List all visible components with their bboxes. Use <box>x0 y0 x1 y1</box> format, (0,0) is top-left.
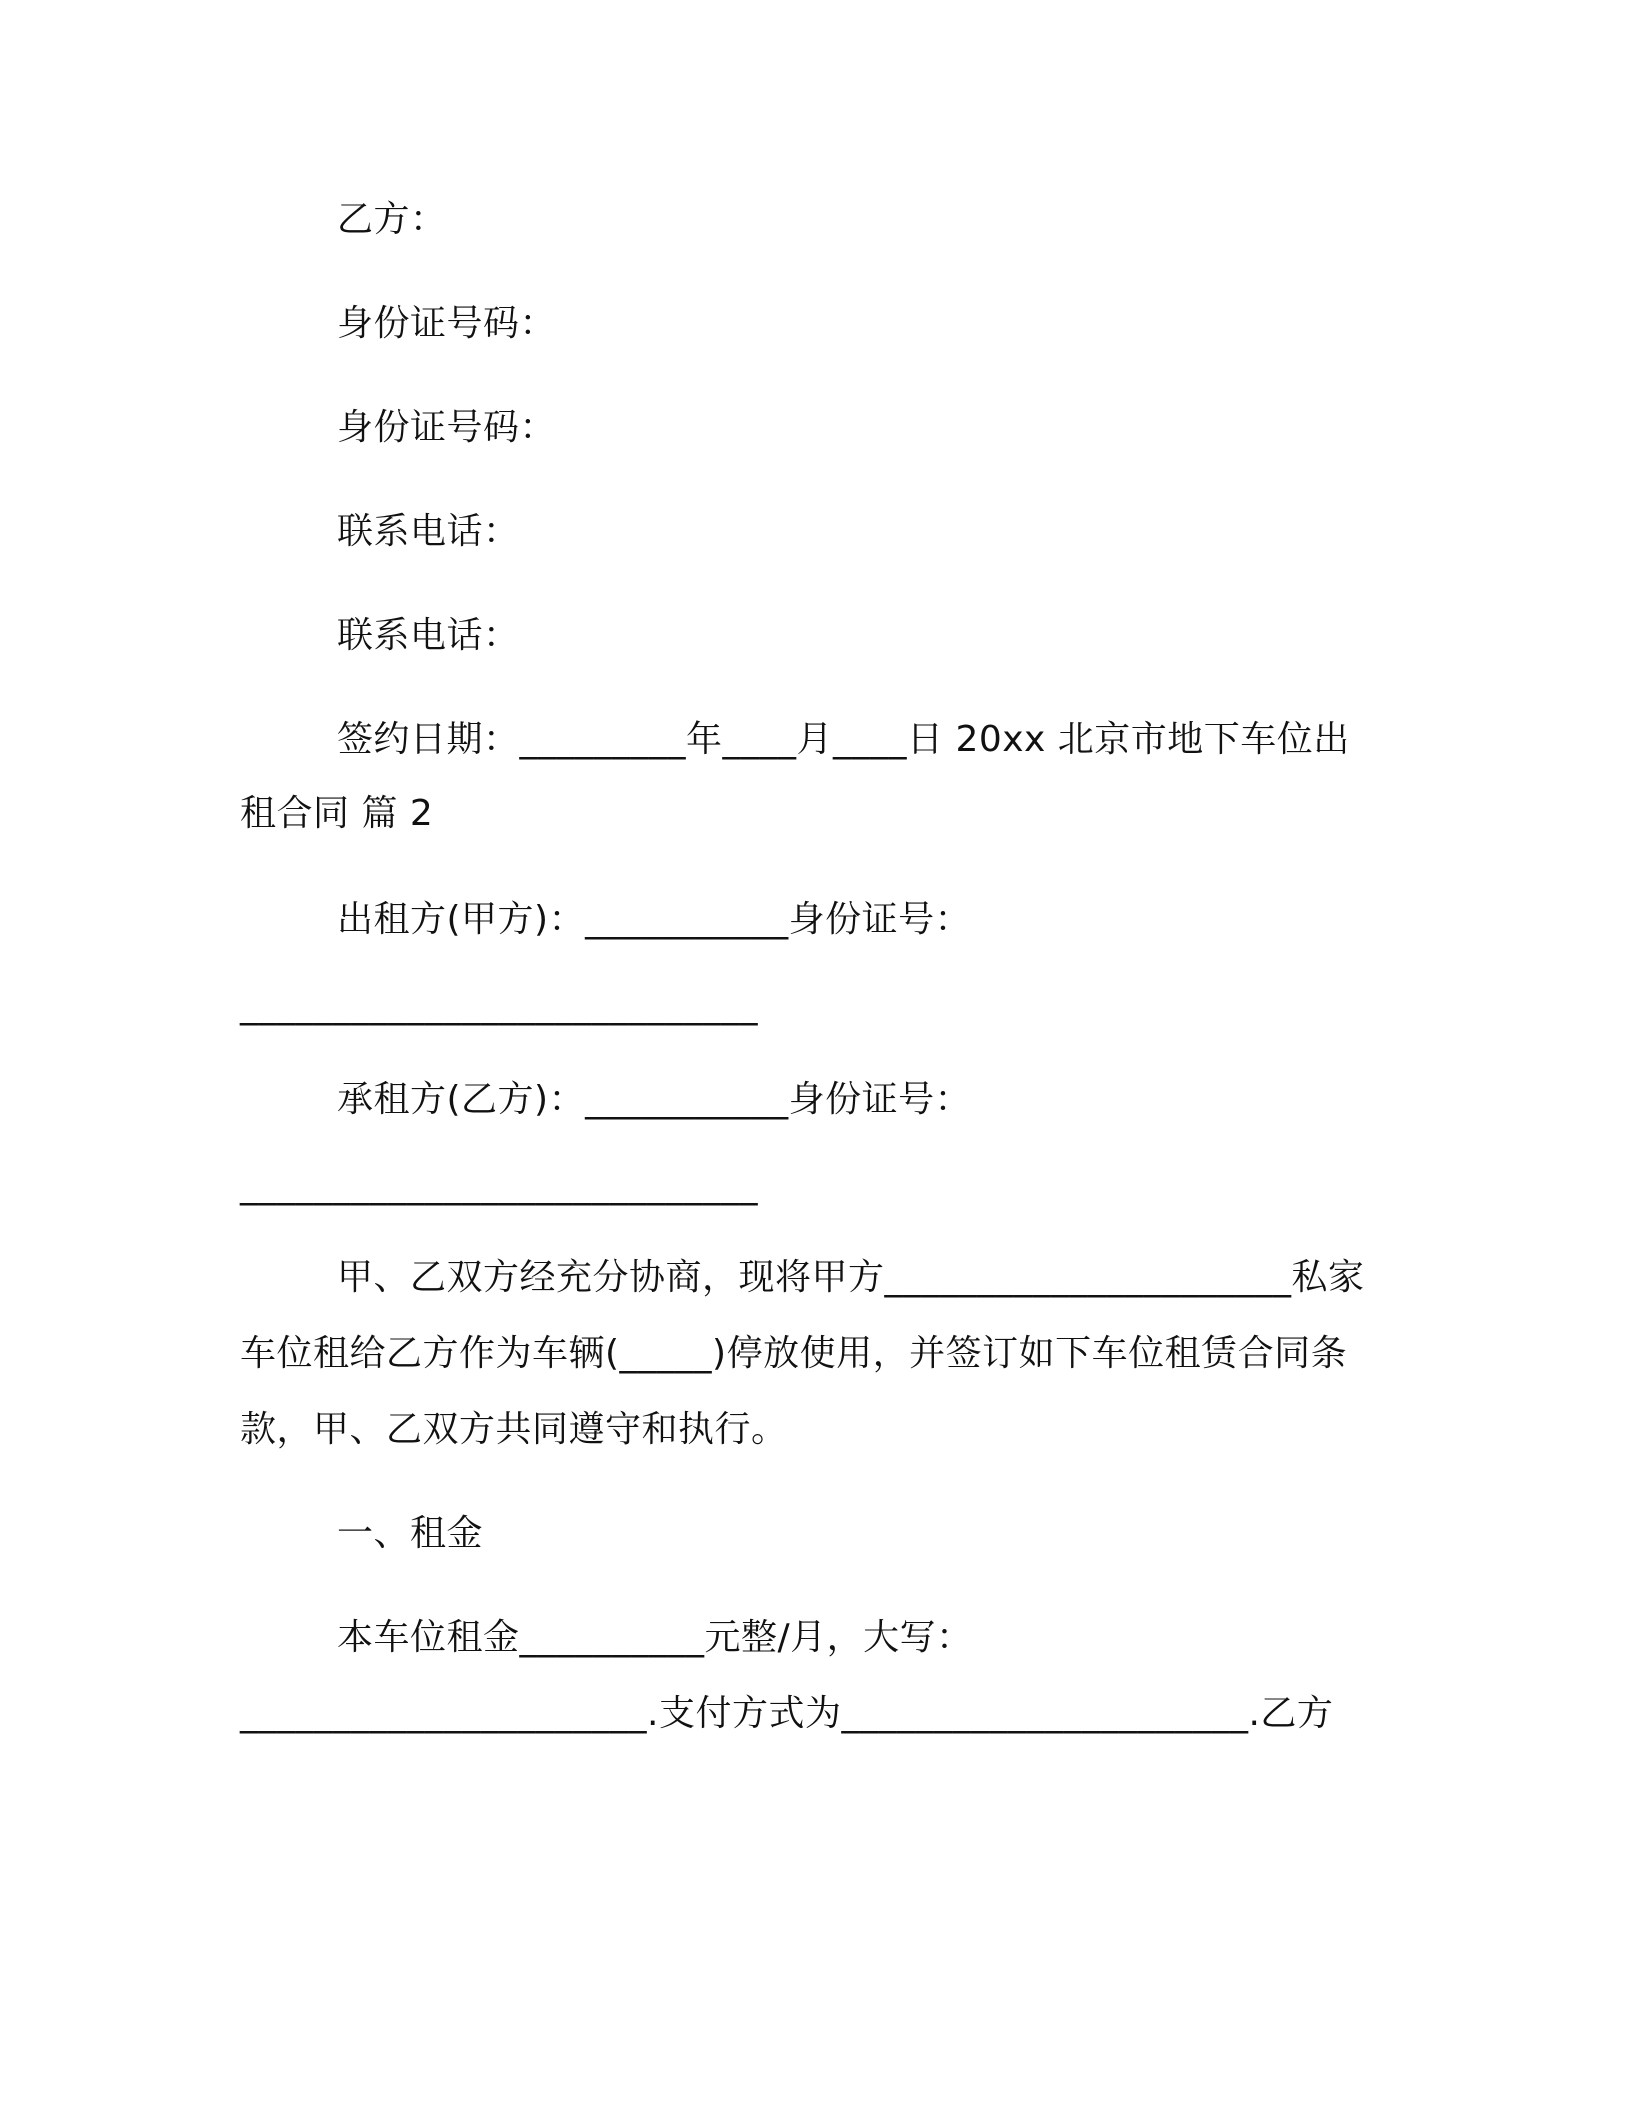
signing-date-line: 签约日期：_________年____月____日 20xx 北京市地下车位出 <box>337 719 1350 760</box>
phone-label-2: 联系电话： <box>337 615 520 656</box>
id-number-label-1: 身份证号码： <box>337 303 557 344</box>
rent-amount-line: 本车位租金__________元整/月，大写： <box>337 1617 973 1658</box>
lessor-id-blank: ____________________________ <box>240 985 758 1026</box>
payment-method-line: ______________________.支付方式为______________________.乙方 <box>240 1693 1334 1734</box>
phone-label-1: 联系电话： <box>337 511 520 552</box>
lessor-line: 出租方(甲方)：___________身份证号： <box>337 899 972 940</box>
agreement-paragraph-line-3: 款，甲、乙双方共同遵守和执行。 <box>240 1409 788 1450</box>
id-number-label-2: 身份证号码： <box>337 407 557 448</box>
party-b-label: 乙方： <box>337 199 447 240</box>
agreement-paragraph-line-1: 甲、乙双方经充分协商，现将甲方______________________私家 <box>337 1257 1365 1298</box>
section-rent-heading: 一、租金 <box>337 1513 484 1554</box>
agreement-paragraph-line-2: 车位租给乙方作为车辆(_____)停放使用，并签订如下车位租赁合同条 <box>240 1333 1348 1374</box>
lessee-line: 承租方(乙方)：___________身份证号： <box>337 1079 972 1120</box>
lessee-id-blank: ____________________________ <box>240 1165 758 1206</box>
contract-title-continuation: 租合同 篇 2 <box>240 793 434 834</box>
